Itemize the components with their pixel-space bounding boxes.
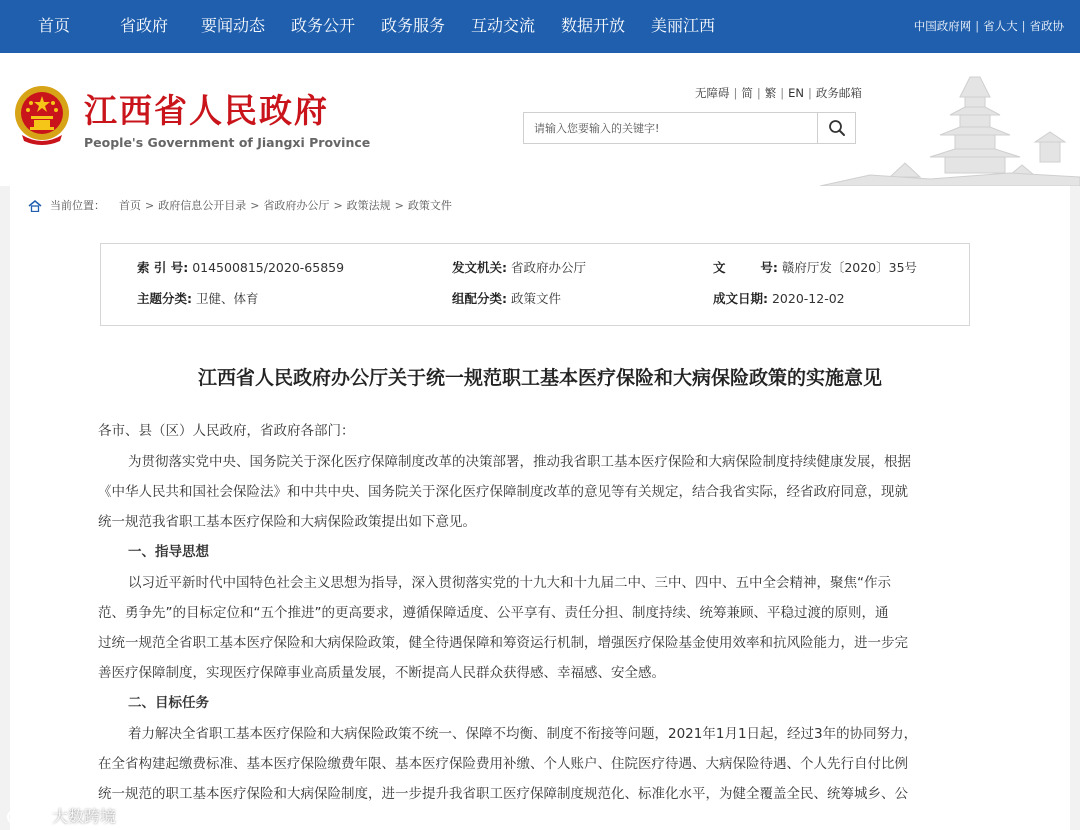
info-issuer-value: 省政府办公厅 [510,260,586,275]
divider: | [1021,19,1026,33]
nav-news[interactable]: 要闻动态 [201,16,266,35]
paragraph-line: 善医疗保障制度，实现医疗保障事业高质量发展，不断提高人民群众获得感、幸福感、安全感。 [98,665,665,681]
info-date [713,290,845,308]
info-docno-value: 赣府厅发〔2020〕35号 [781,260,918,275]
english-link[interactable]: EN [788,86,804,100]
site-header [0,53,1080,186]
info-issuer-label: 发文机关: [452,260,507,275]
nav-services[interactable]: 政务服务 [381,16,446,35]
divider: | [733,86,738,100]
nav-provincial-gov[interactable]: 省政府 [120,16,169,35]
breadcrumb-policy-docs[interactable]: 政策文件 [407,199,452,212]
salutation: 各市、县（区）人民政府，省政府各部门： [98,423,355,439]
info-topic-label: 主题分类: [137,291,192,306]
paragraph-line: 统一规范我省职工基本医疗保险和大病保险政策提出如下意见。 [98,514,476,530]
search-input[interactable] [524,113,818,143]
divider: | [808,86,812,100]
info-docno-label: 文 号: [713,260,778,275]
gov-mail-link[interactable]: 政务邮箱 [815,86,862,100]
link-china-gov[interactable]: 中国政府网 [913,19,972,33]
section-heading: 二、目标任务 [128,695,209,711]
info-issuer [452,259,586,277]
document-body [98,416,968,809]
tengwang-pavilion-illustration [810,67,1080,186]
paragraph-line: 为贯彻落实党中央、国务院关于深化医疗保障制度改革的决策部署，推动我省职工基本医疗保险和大病保险制度持续健康发展，根据 [128,454,911,470]
chevron-right-icon: > [394,199,404,212]
chevron-right-icon: > [145,199,155,212]
paragraph-line: 范、勇争先”的目标定位和“五个推进”的更高要求，遵循保障适度、公平享有、责任分担、制度持续、统筹兼顾、平稳过渡的原则，通 [98,605,889,621]
info-topic-value: 卫健、体育 [195,291,259,306]
divider: | [975,19,980,33]
info-topic [137,290,259,308]
breadcrumb-label: 当前位置： [50,199,105,212]
paragraph-line: 《中华人民共和国社会保险法》和中共中央、国务院关于深化医疗保障制度改革的意见等有关规定，结合我省实际，经省政府同意，现就 [98,484,908,500]
breadcrumb-policies[interactable]: 政策法规 [346,199,391,212]
national-emblem-icon [12,83,72,147]
breadcrumb-general-office[interactable]: 省政府办公厅 [263,199,330,212]
nav-open-gov[interactable]: 政务公开 [291,16,356,35]
section-heading: 一、指导思想 [128,544,209,560]
info-docno [713,259,917,277]
paragraph-line: 统一规范的职工基本医疗保险和大病保险制度，进一步提升我省职工医疗保障制度规范化、标准化水平，为健全覆盖全民、统筹城乡、公 [98,786,908,802]
info-index-value: 014500815/2020-65859 [192,260,345,275]
info-index-label: 索 引 号: [137,260,189,275]
nav-beautiful-jiangxi[interactable]: 美丽江西 [651,16,716,35]
divider: | [780,86,785,100]
link-cppcc[interactable]: 省政协 [1029,19,1064,33]
home-icon [28,200,42,212]
paragraph-line: 着力解决全省职工基本医疗保险和大病保险政策不统一、保障不均衡、制度不衔接等问题，2021年1月1日起，经过3年的协同努力， [128,726,918,742]
chevron-right-icon: > [333,199,343,212]
traditional-link[interactable]: 繁 [764,86,777,100]
chevron-right-icon: > [250,199,260,212]
breadcrumb [28,198,452,214]
divider: | [756,86,761,100]
top-links [914,18,1064,34]
paragraph-line: 在全省构建起缴费标准、基本医疗保险缴费年限、基本医疗保险费用补缴、个人账户、住院医疗待遇、大病保险待遇、个人先行自付比例 [98,756,908,772]
info-date-value: 2020-12-02 [771,291,845,306]
watermark-logo-icon [6,807,46,827]
nav-home[interactable]: 首页 [38,16,71,35]
content-card [10,186,1070,830]
watermark-text: 大数跨境 [52,807,117,826]
link-provincial-congress[interactable]: 省人大 [983,19,1018,33]
accessibility-link[interactable]: 无障碍 [695,86,730,100]
site-subtitle: People's Government of Jiangxi Province [84,135,371,150]
info-date-label: 成文日期: [713,291,768,306]
info-category-value: 政策文件 [510,291,561,306]
info-category-label: 组配分类: [452,291,507,306]
top-nav [0,0,1080,53]
document-info-box [100,243,970,326]
breadcrumb-home[interactable]: 首页 [119,199,141,212]
simplified-link[interactable]: 简 [741,86,753,100]
paragraph-line: 过统一规范全省职工基本医疗保险和大病保险政策，健全待遇保障和筹资运行机制，增强医疗保险基金使用效率和抗风险能力，进一步完 [98,635,908,651]
document-title: 江西省人民政府办公厅关于统一规范职工基本医疗保险和大病保险政策的实施意见 [197,367,882,389]
info-category [452,290,561,308]
watermark [6,806,116,828]
info-index [137,259,344,277]
search-box [523,112,856,144]
breadcrumb-info-catalog[interactable]: 政府信息公开目录 [158,199,247,212]
nav-interaction[interactable]: 互动交流 [471,16,536,35]
nav-open-data[interactable]: 数据开放 [561,16,626,35]
paragraph-line: 以习近平新时代中国特色社会主义思想为指导，深入贯彻落实党的十九大和十九届二中、三中、四中、五中全会精神，聚焦“作示 [128,575,891,591]
site-title: 江西省人民政府 [84,91,329,130]
